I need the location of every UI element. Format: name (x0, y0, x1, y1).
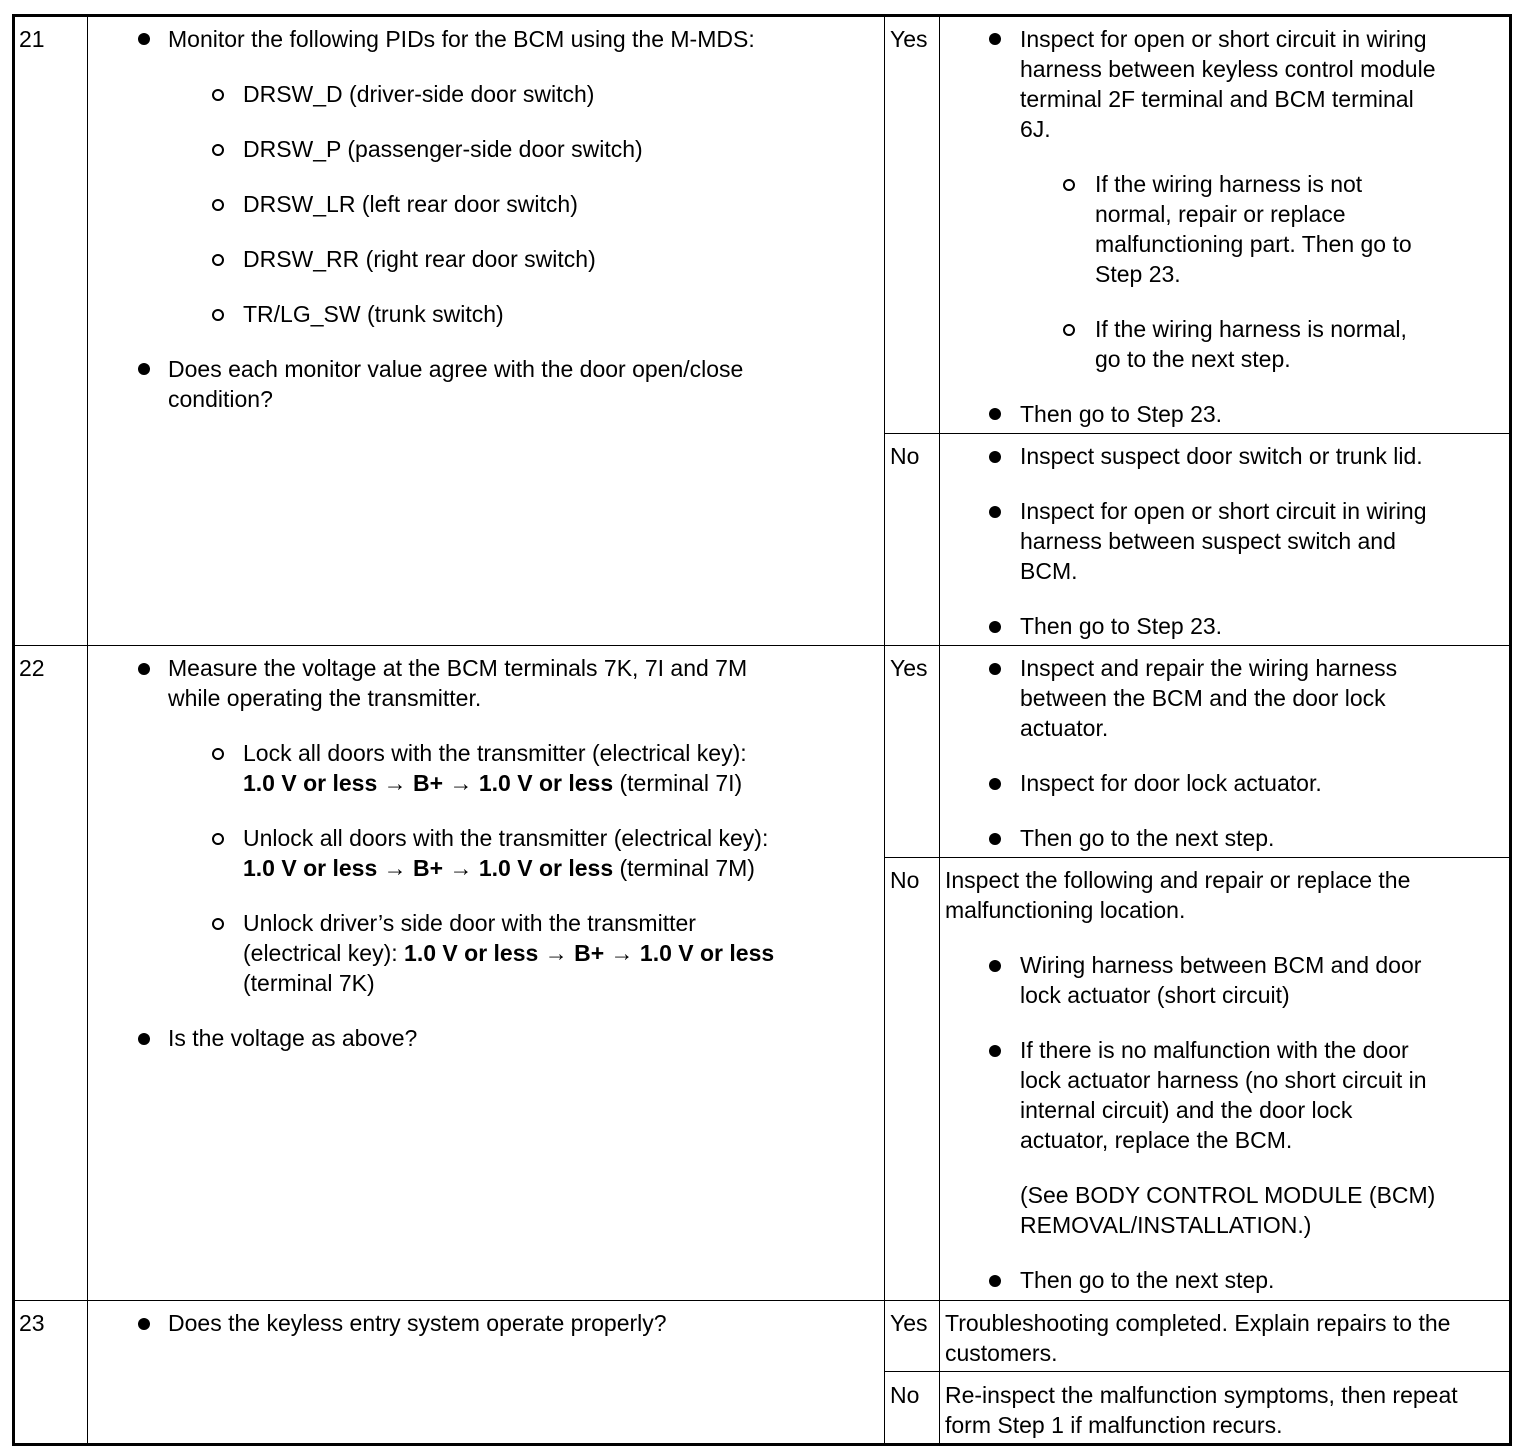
bullet-icon (138, 1033, 150, 1045)
yes-label: Yes (890, 26, 928, 52)
yes-subtext: Step 23. (1095, 261, 1181, 287)
no-text: Inspect the following and repair or replace the (945, 867, 1411, 893)
no-label: No (890, 1382, 920, 1408)
sub-text: Unlock driver’s side door with the transmitter (243, 910, 696, 936)
voltage-sequence: 1.0 V or less → B+ → 1.0 V or less (terminal 7I) (243, 770, 743, 796)
no-text: form Step 1 if malfunction recurs. (945, 1412, 1283, 1438)
voltage-sequence: 1.0 V or less → B+ → 1.0 V or less (terminal 7M) (243, 855, 755, 881)
sub-bullet-icon (1063, 179, 1075, 191)
action-text: while operating the transmitter. (168, 685, 482, 711)
question-text: Is the voltage as above? (168, 1025, 418, 1051)
yes-text: Troubleshooting completed. Explain repairs to the (945, 1310, 1451, 1336)
question-text: condition? (168, 386, 273, 412)
yes-label: Yes (890, 1310, 928, 1336)
yes-text: Inspect for door lock actuator. (1020, 770, 1322, 796)
sub-text: (terminal 7K) (243, 970, 375, 996)
row-divider (884, 857, 1509, 858)
bullet-icon (989, 960, 1001, 972)
yes-text: Inspect and repair the wiring harness (1020, 655, 1398, 681)
sub-bullet-icon (212, 89, 224, 101)
no-text: Inspect for open or short circuit in wiring (1020, 498, 1427, 524)
question-text: Does the keyless entry system operate properly? (168, 1310, 667, 1336)
yes-text: actuator. (1020, 715, 1109, 741)
sub-text: Unlock all doors with the transmitter (electrical key): (243, 825, 769, 851)
bullet-icon (138, 363, 150, 375)
yes-text: harness between keyless control module (1020, 56, 1436, 82)
no-text: BCM. (1020, 558, 1078, 584)
sub-bullet-icon (212, 144, 224, 156)
reference-note: (See BODY CONTROL MODULE (BCM) (1020, 1182, 1436, 1208)
yes-text: customers. (945, 1340, 1058, 1366)
bullet-icon (989, 33, 1001, 45)
no-text: lock actuator harness (no short circuit in (1020, 1067, 1427, 1093)
action-text: Measure the voltage at the BCM terminals 7K, 7I and 7M (168, 655, 748, 681)
row-divider (15, 645, 1509, 646)
bullet-icon (989, 1045, 1001, 1057)
no-text: malfunctioning location. (945, 897, 1186, 923)
row-divider (15, 1300, 1509, 1301)
column-divider (87, 17, 88, 1443)
sub-bullet-icon (212, 833, 224, 845)
bullet-icon (989, 451, 1001, 463)
sub-bullet-icon (212, 748, 224, 760)
no-label: No (890, 867, 920, 893)
yes-text: Then go to the next step. (1020, 825, 1275, 851)
step-number: 22 (19, 655, 45, 681)
bullet-icon (138, 663, 150, 675)
no-text: internal circuit) and the door lock (1020, 1097, 1353, 1123)
yes-subtext: malfunctioning part. Then go to (1095, 231, 1412, 257)
yes-text: Then go to Step 23. (1020, 401, 1223, 427)
no-text: Then go to the next step. (1020, 1267, 1275, 1293)
column-divider (939, 17, 940, 1443)
sub-bullet-icon (212, 309, 224, 321)
question-text: Does each monitor value agree with the door open/close (168, 356, 744, 382)
no-text: Re-inspect the malfunction symptoms, then repeat (945, 1382, 1458, 1408)
step-number: 21 (19, 26, 45, 52)
action-text: Monitor the following PIDs for the BCM using the M-MDS: (168, 26, 755, 52)
sub-bullet-icon (212, 918, 224, 930)
bullet-icon (989, 408, 1001, 420)
no-text: Wiring harness between BCM and door (1020, 952, 1422, 978)
no-text: lock actuator (short circuit) (1020, 982, 1290, 1008)
yes-subtext: If the wiring harness is normal, (1095, 316, 1407, 342)
pid-item: DRSW_D (driver-side door switch) (243, 81, 595, 107)
yes-text: 6J. (1020, 116, 1051, 142)
no-text: If there is no malfunction with the door (1020, 1037, 1409, 1063)
row-divider (884, 433, 1509, 434)
bullet-icon (989, 778, 1001, 790)
bullet-icon (989, 833, 1001, 845)
step-number: 23 (19, 1310, 45, 1336)
bullet-icon (138, 1318, 150, 1330)
no-label: No (890, 443, 920, 469)
bullet-icon (989, 621, 1001, 633)
pid-item: TR/LG_SW (trunk switch) (243, 301, 504, 327)
yes-label: Yes (890, 655, 928, 681)
sub-bullet-icon (212, 199, 224, 211)
reference-note: REMOVAL/INSTALLATION.) (1020, 1212, 1312, 1238)
row-divider (884, 1371, 1509, 1372)
pid-item: DRSW_P (passenger-side door switch) (243, 136, 643, 162)
troubleshooting-table (12, 14, 1512, 1446)
no-text: harness between suspect switch and (1020, 528, 1396, 554)
yes-text: terminal 2F terminal and BCM terminal (1020, 86, 1414, 112)
pid-item: DRSW_RR (right rear door switch) (243, 246, 596, 272)
sub-text: Lock all doors with the transmitter (electrical key): (243, 740, 747, 766)
yes-subtext: go to the next step. (1095, 346, 1291, 372)
bullet-icon (989, 663, 1001, 675)
sub-bullet-icon (1063, 324, 1075, 336)
bullet-icon (989, 1275, 1001, 1287)
no-text: Inspect suspect door switch or trunk lid. (1020, 443, 1423, 469)
no-text: Then go to Step 23. (1020, 613, 1223, 639)
yes-subtext: If the wiring harness is not (1095, 171, 1363, 197)
voltage-sequence: (electrical key): 1.0 V or less → B+ → 1.0 V or less (243, 940, 775, 966)
yes-text: Inspect for open or short circuit in wiring (1020, 26, 1427, 52)
no-text: actuator, replace the BCM. (1020, 1127, 1293, 1153)
column-divider (884, 17, 885, 1443)
pid-item: DRSW_LR (left rear door switch) (243, 191, 578, 217)
bullet-icon (989, 506, 1001, 518)
yes-text: between the BCM and the door lock (1020, 685, 1386, 711)
yes-subtext: normal, repair or replace (1095, 201, 1346, 227)
sub-bullet-icon (212, 254, 224, 266)
bullet-icon (138, 33, 150, 45)
